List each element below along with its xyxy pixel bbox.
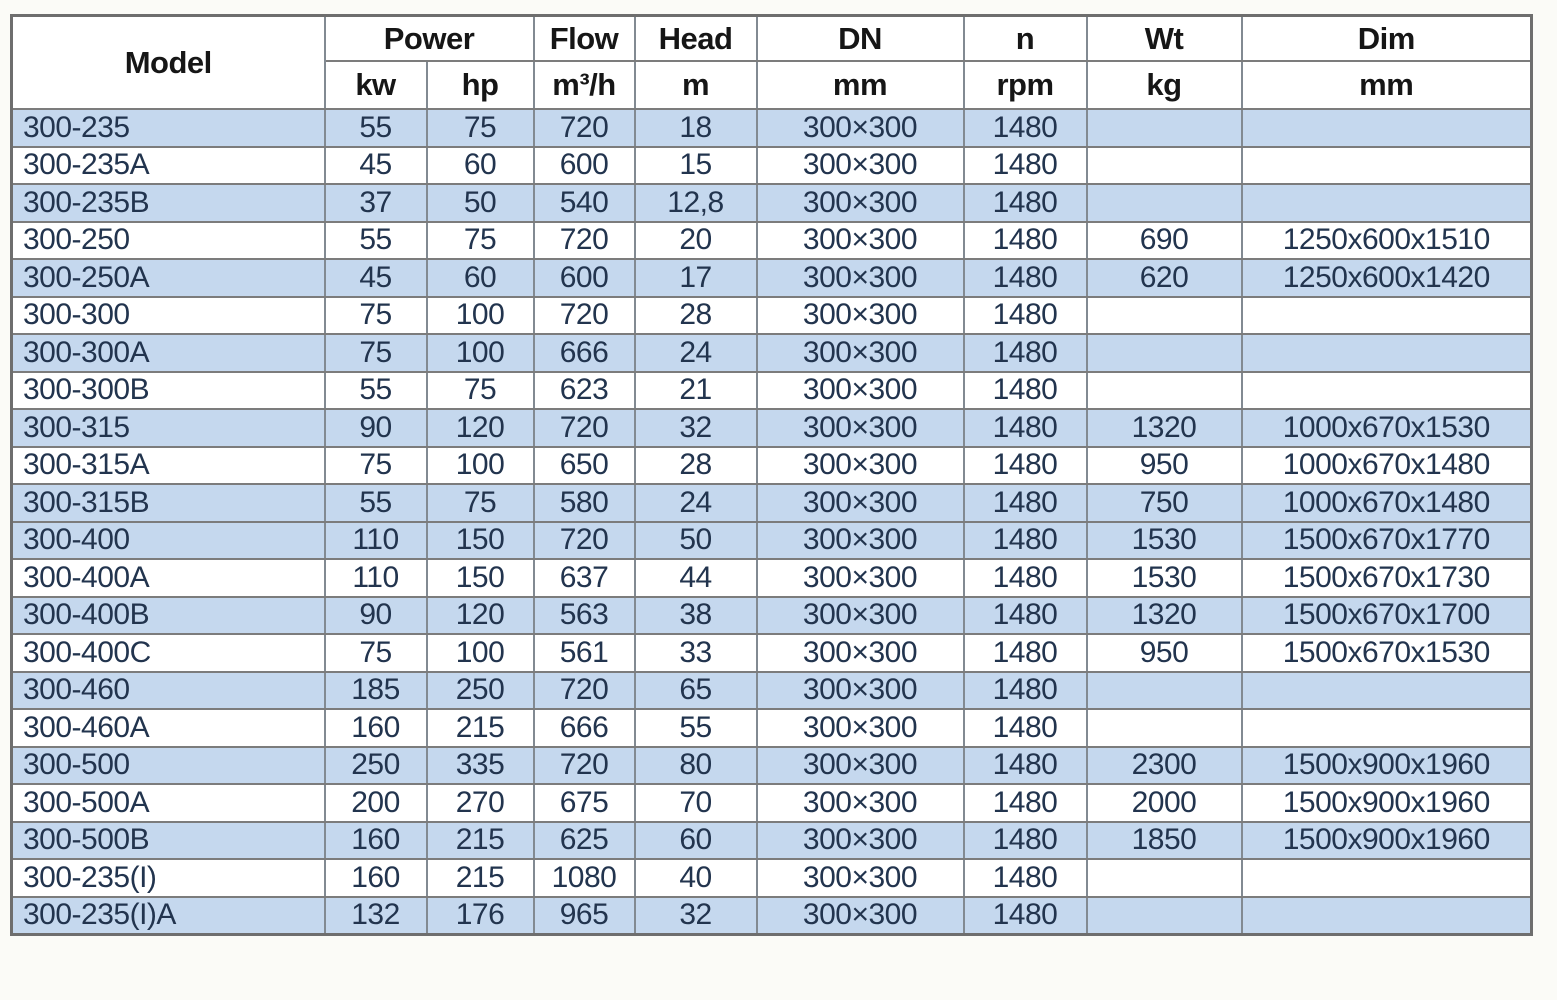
- cell-flow: 561: [534, 634, 635, 672]
- cell-head: 44: [635, 559, 757, 597]
- header-head: Head: [635, 16, 757, 62]
- cell-hp: 120: [427, 409, 534, 447]
- cell-flow: 720: [534, 672, 635, 710]
- cell-flow: 650: [534, 447, 635, 485]
- cell-hp: 100: [427, 297, 534, 335]
- cell-flow: 666: [534, 709, 635, 747]
- cell-flow: 720: [534, 409, 635, 447]
- table-row: [12, 184, 1532, 222]
- cell-wt: [1087, 709, 1242, 747]
- cell-dim: [1242, 859, 1532, 897]
- cell-kw: 250: [325, 747, 427, 785]
- cell-hp: 100: [427, 334, 534, 372]
- cell-model: 300-460A: [12, 709, 325, 747]
- header-power: Power: [325, 16, 534, 62]
- cell-rpm: 1480: [964, 709, 1087, 747]
- cell-head: 20: [635, 222, 757, 260]
- cell-kw: 110: [325, 559, 427, 597]
- cell-model: 300-250: [12, 222, 325, 260]
- cell-kw: 90: [325, 597, 427, 635]
- cell-dim: 1250x600x1420: [1242, 259, 1532, 297]
- cell-head: 32: [635, 409, 757, 447]
- cell-dn: 300×300: [757, 184, 964, 222]
- cell-kw: 75: [325, 297, 427, 335]
- cell-flow: 720: [534, 747, 635, 785]
- cell-dn: 300×300: [757, 259, 964, 297]
- header-n-unit: rpm: [964, 61, 1087, 109]
- cell-head: 60: [635, 822, 757, 860]
- cell-dn: 300×300: [757, 147, 964, 185]
- cell-dn: 300×300: [757, 409, 964, 447]
- cell-dim: 1500x900x1960: [1242, 784, 1532, 822]
- cell-head: 15: [635, 147, 757, 185]
- cell-dim: [1242, 672, 1532, 710]
- cell-hp: 75: [427, 222, 534, 260]
- cell-rpm: 1480: [964, 409, 1087, 447]
- table-row: [12, 484, 1532, 522]
- table-row: [12, 822, 1532, 860]
- cell-wt: 750: [1087, 484, 1242, 522]
- cell-kw: 45: [325, 259, 427, 297]
- cell-dim: [1242, 334, 1532, 372]
- cell-dn: 300×300: [757, 672, 964, 710]
- cell-head: 32: [635, 897, 757, 935]
- cell-head: 38: [635, 597, 757, 635]
- header-dn: DN: [757, 16, 964, 62]
- cell-dim: [1242, 109, 1532, 147]
- table-row: [12, 372, 1532, 410]
- cell-wt: [1087, 334, 1242, 372]
- cell-rpm: 1480: [964, 222, 1087, 260]
- cell-dn: 300×300: [757, 559, 964, 597]
- cell-head: 24: [635, 484, 757, 522]
- cell-model: 300-250A: [12, 259, 325, 297]
- table-row: [12, 147, 1532, 185]
- cell-flow: 580: [534, 484, 635, 522]
- table-row: [12, 859, 1532, 897]
- cell-model: 300-315B: [12, 484, 325, 522]
- cell-hp: 100: [427, 634, 534, 672]
- header-dim-unit: mm: [1242, 61, 1532, 109]
- cell-flow: 600: [534, 147, 635, 185]
- cell-dn: 300×300: [757, 747, 964, 785]
- cell-kw: 160: [325, 709, 427, 747]
- cell-head: 40: [635, 859, 757, 897]
- cell-hp: 215: [427, 822, 534, 860]
- cell-dn: 300×300: [757, 447, 964, 485]
- cell-model: 300-300A: [12, 334, 325, 372]
- header-wt-unit: kg: [1087, 61, 1242, 109]
- cell-hp: 270: [427, 784, 534, 822]
- cell-dim: 1000x670x1480: [1242, 447, 1532, 485]
- cell-head: 17: [635, 259, 757, 297]
- header-row-groups: [12, 16, 1532, 62]
- cell-rpm: 1480: [964, 147, 1087, 185]
- cell-hp: 75: [427, 372, 534, 410]
- cell-dn: 300×300: [757, 784, 964, 822]
- header-wt: Wt: [1087, 16, 1242, 62]
- cell-flow: 540: [534, 184, 635, 222]
- cell-model: 300-460: [12, 672, 325, 710]
- cell-rpm: 1480: [964, 447, 1087, 485]
- cell-kw: 110: [325, 522, 427, 560]
- header-flow: Flow: [534, 16, 635, 62]
- cell-model: 300-500A: [12, 784, 325, 822]
- cell-kw: 75: [325, 447, 427, 485]
- cell-model: 300-235A: [12, 147, 325, 185]
- cell-head: 21: [635, 372, 757, 410]
- cell-kw: 90: [325, 409, 427, 447]
- cell-wt: 2000: [1087, 784, 1242, 822]
- cell-model: 300-235(I)A: [12, 897, 325, 935]
- header-flow-unit: m³/h: [534, 61, 635, 109]
- cell-dn: 300×300: [757, 297, 964, 335]
- cell-hp: 60: [427, 259, 534, 297]
- cell-head: 28: [635, 447, 757, 485]
- cell-flow: 720: [534, 297, 635, 335]
- cell-dn: 300×300: [757, 372, 964, 410]
- cell-head: 65: [635, 672, 757, 710]
- cell-rpm: 1480: [964, 897, 1087, 935]
- cell-model: 300-315: [12, 409, 325, 447]
- table-row: [12, 672, 1532, 710]
- cell-wt: 1320: [1087, 597, 1242, 635]
- cell-rpm: 1480: [964, 297, 1087, 335]
- cell-kw: 55: [325, 109, 427, 147]
- cell-dn: 300×300: [757, 822, 964, 860]
- cell-rpm: 1480: [964, 259, 1087, 297]
- cell-flow: 666: [534, 334, 635, 372]
- cell-head: 33: [635, 634, 757, 672]
- table-row: [12, 747, 1532, 785]
- cell-dn: 300×300: [757, 634, 964, 672]
- cell-flow: 637: [534, 559, 635, 597]
- cell-rpm: 1480: [964, 634, 1087, 672]
- table-row: [12, 897, 1532, 935]
- cell-model: 300-315A: [12, 447, 325, 485]
- cell-head: 50: [635, 522, 757, 560]
- table-row: [12, 222, 1532, 260]
- header-model: Model: [12, 16, 325, 110]
- cell-dim: 1250x600x1510: [1242, 222, 1532, 260]
- cell-model: 300-235(I): [12, 859, 325, 897]
- cell-hp: 250: [427, 672, 534, 710]
- cell-wt: 1530: [1087, 559, 1242, 597]
- cell-dim: 1500x900x1960: [1242, 822, 1532, 860]
- cell-dim: [1242, 184, 1532, 222]
- cell-model: 300-300: [12, 297, 325, 335]
- cell-dim: 1500x670x1530: [1242, 634, 1532, 672]
- cell-dim: 1000x670x1480: [1242, 484, 1532, 522]
- cell-kw: 55: [325, 222, 427, 260]
- cell-model: 300-400A: [12, 559, 325, 597]
- table-row: [12, 334, 1532, 372]
- cell-dn: 300×300: [757, 334, 964, 372]
- cell-hp: 50: [427, 184, 534, 222]
- cell-dim: 1000x670x1530: [1242, 409, 1532, 447]
- table-row: [12, 297, 1532, 335]
- cell-wt: [1087, 109, 1242, 147]
- cell-wt: 1530: [1087, 522, 1242, 560]
- cell-kw: 132: [325, 897, 427, 935]
- cell-wt: 1320: [1087, 409, 1242, 447]
- cell-dim: 1500x670x1700: [1242, 597, 1532, 635]
- table-body: [12, 109, 1532, 935]
- cell-kw: 37: [325, 184, 427, 222]
- cell-head: 18: [635, 109, 757, 147]
- cell-kw: 160: [325, 859, 427, 897]
- header-n: n: [964, 16, 1087, 62]
- cell-dn: 300×300: [757, 859, 964, 897]
- cell-hp: 335: [427, 747, 534, 785]
- cell-wt: [1087, 897, 1242, 935]
- cell-wt: 2300: [1087, 747, 1242, 785]
- cell-flow: 720: [534, 109, 635, 147]
- cell-wt: [1087, 297, 1242, 335]
- cell-head: 24: [635, 334, 757, 372]
- cell-hp: 75: [427, 109, 534, 147]
- cell-dn: 300×300: [757, 484, 964, 522]
- cell-rpm: 1480: [964, 822, 1087, 860]
- cell-rpm: 1480: [964, 109, 1087, 147]
- cell-rpm: 1480: [964, 859, 1087, 897]
- cell-flow: 600: [534, 259, 635, 297]
- cell-flow: 720: [534, 522, 635, 560]
- cell-wt: [1087, 372, 1242, 410]
- cell-head: 55: [635, 709, 757, 747]
- cell-hp: 60: [427, 147, 534, 185]
- cell-dn: 300×300: [757, 109, 964, 147]
- cell-model: 300-300B: [12, 372, 325, 410]
- cell-wt: 690: [1087, 222, 1242, 260]
- cell-dim: [1242, 147, 1532, 185]
- cell-kw: 55: [325, 484, 427, 522]
- cell-rpm: 1480: [964, 372, 1087, 410]
- cell-wt: 620: [1087, 259, 1242, 297]
- cell-model: 300-400: [12, 522, 325, 560]
- cell-dim: [1242, 372, 1532, 410]
- cell-model: 300-235: [12, 109, 325, 147]
- cell-dim: [1242, 297, 1532, 335]
- table-row: [12, 784, 1532, 822]
- cell-rpm: 1480: [964, 484, 1087, 522]
- cell-dn: 300×300: [757, 522, 964, 560]
- cell-wt: [1087, 672, 1242, 710]
- cell-dn: 300×300: [757, 897, 964, 935]
- cell-wt: [1087, 147, 1242, 185]
- table-row: [12, 597, 1532, 635]
- table-header: [12, 16, 1532, 110]
- cell-dim: 1500x900x1960: [1242, 747, 1532, 785]
- pump-spec-table: [10, 14, 1533, 936]
- table-row: [12, 259, 1532, 297]
- cell-flow: 720: [534, 222, 635, 260]
- cell-rpm: 1480: [964, 184, 1087, 222]
- cell-kw: 45: [325, 147, 427, 185]
- cell-flow: 623: [534, 372, 635, 410]
- cell-kw: 75: [325, 334, 427, 372]
- cell-rpm: 1480: [964, 334, 1087, 372]
- cell-wt: 950: [1087, 634, 1242, 672]
- cell-hp: 100: [427, 447, 534, 485]
- cell-rpm: 1480: [964, 747, 1087, 785]
- cell-kw: 75: [325, 634, 427, 672]
- cell-flow: 965: [534, 897, 635, 935]
- cell-head: 80: [635, 747, 757, 785]
- cell-rpm: 1480: [964, 559, 1087, 597]
- cell-model: 300-400C: [12, 634, 325, 672]
- cell-kw: 160: [325, 822, 427, 860]
- cell-hp: 120: [427, 597, 534, 635]
- cell-dn: 300×300: [757, 709, 964, 747]
- table-row: [12, 409, 1532, 447]
- cell-model: 300-400B: [12, 597, 325, 635]
- cell-model: 300-235B: [12, 184, 325, 222]
- cell-hp: 176: [427, 897, 534, 935]
- cell-model: 300-500B: [12, 822, 325, 860]
- cell-rpm: 1480: [964, 672, 1087, 710]
- cell-flow: 625: [534, 822, 635, 860]
- cell-dim: 1500x670x1770: [1242, 522, 1532, 560]
- cell-dn: 300×300: [757, 222, 964, 260]
- cell-hp: 150: [427, 522, 534, 560]
- cell-head: 12,8: [635, 184, 757, 222]
- cell-flow: 1080: [534, 859, 635, 897]
- table-row: [12, 447, 1532, 485]
- table-row: [12, 634, 1532, 672]
- cell-hp: 215: [427, 709, 534, 747]
- cell-hp: 75: [427, 484, 534, 522]
- cell-head: 70: [635, 784, 757, 822]
- cell-wt: [1087, 859, 1242, 897]
- cell-flow: 675: [534, 784, 635, 822]
- cell-dn: 300×300: [757, 597, 964, 635]
- cell-kw: 55: [325, 372, 427, 410]
- cell-kw: 185: [325, 672, 427, 710]
- cell-rpm: 1480: [964, 522, 1087, 560]
- cell-dim: [1242, 897, 1532, 935]
- cell-hp: 215: [427, 859, 534, 897]
- header-head-unit: m: [635, 61, 757, 109]
- header-kw: kw: [325, 61, 427, 109]
- cell-rpm: 1480: [964, 784, 1087, 822]
- cell-wt: [1087, 184, 1242, 222]
- cell-hp: 150: [427, 559, 534, 597]
- header-hp: hp: [427, 61, 534, 109]
- cell-wt: 950: [1087, 447, 1242, 485]
- cell-head: 28: [635, 297, 757, 335]
- cell-model: 300-500: [12, 747, 325, 785]
- cell-flow: 563: [534, 597, 635, 635]
- header-dn-unit: mm: [757, 61, 964, 109]
- cell-rpm: 1480: [964, 597, 1087, 635]
- table-row: [12, 109, 1532, 147]
- cell-dim: 1500x670x1730: [1242, 559, 1532, 597]
- table-row: [12, 559, 1532, 597]
- cell-dim: [1242, 709, 1532, 747]
- table-row: [12, 522, 1532, 560]
- cell-kw: 200: [325, 784, 427, 822]
- header-dim: Dim: [1242, 16, 1532, 62]
- table-row: [12, 709, 1532, 747]
- cell-wt: 1850: [1087, 822, 1242, 860]
